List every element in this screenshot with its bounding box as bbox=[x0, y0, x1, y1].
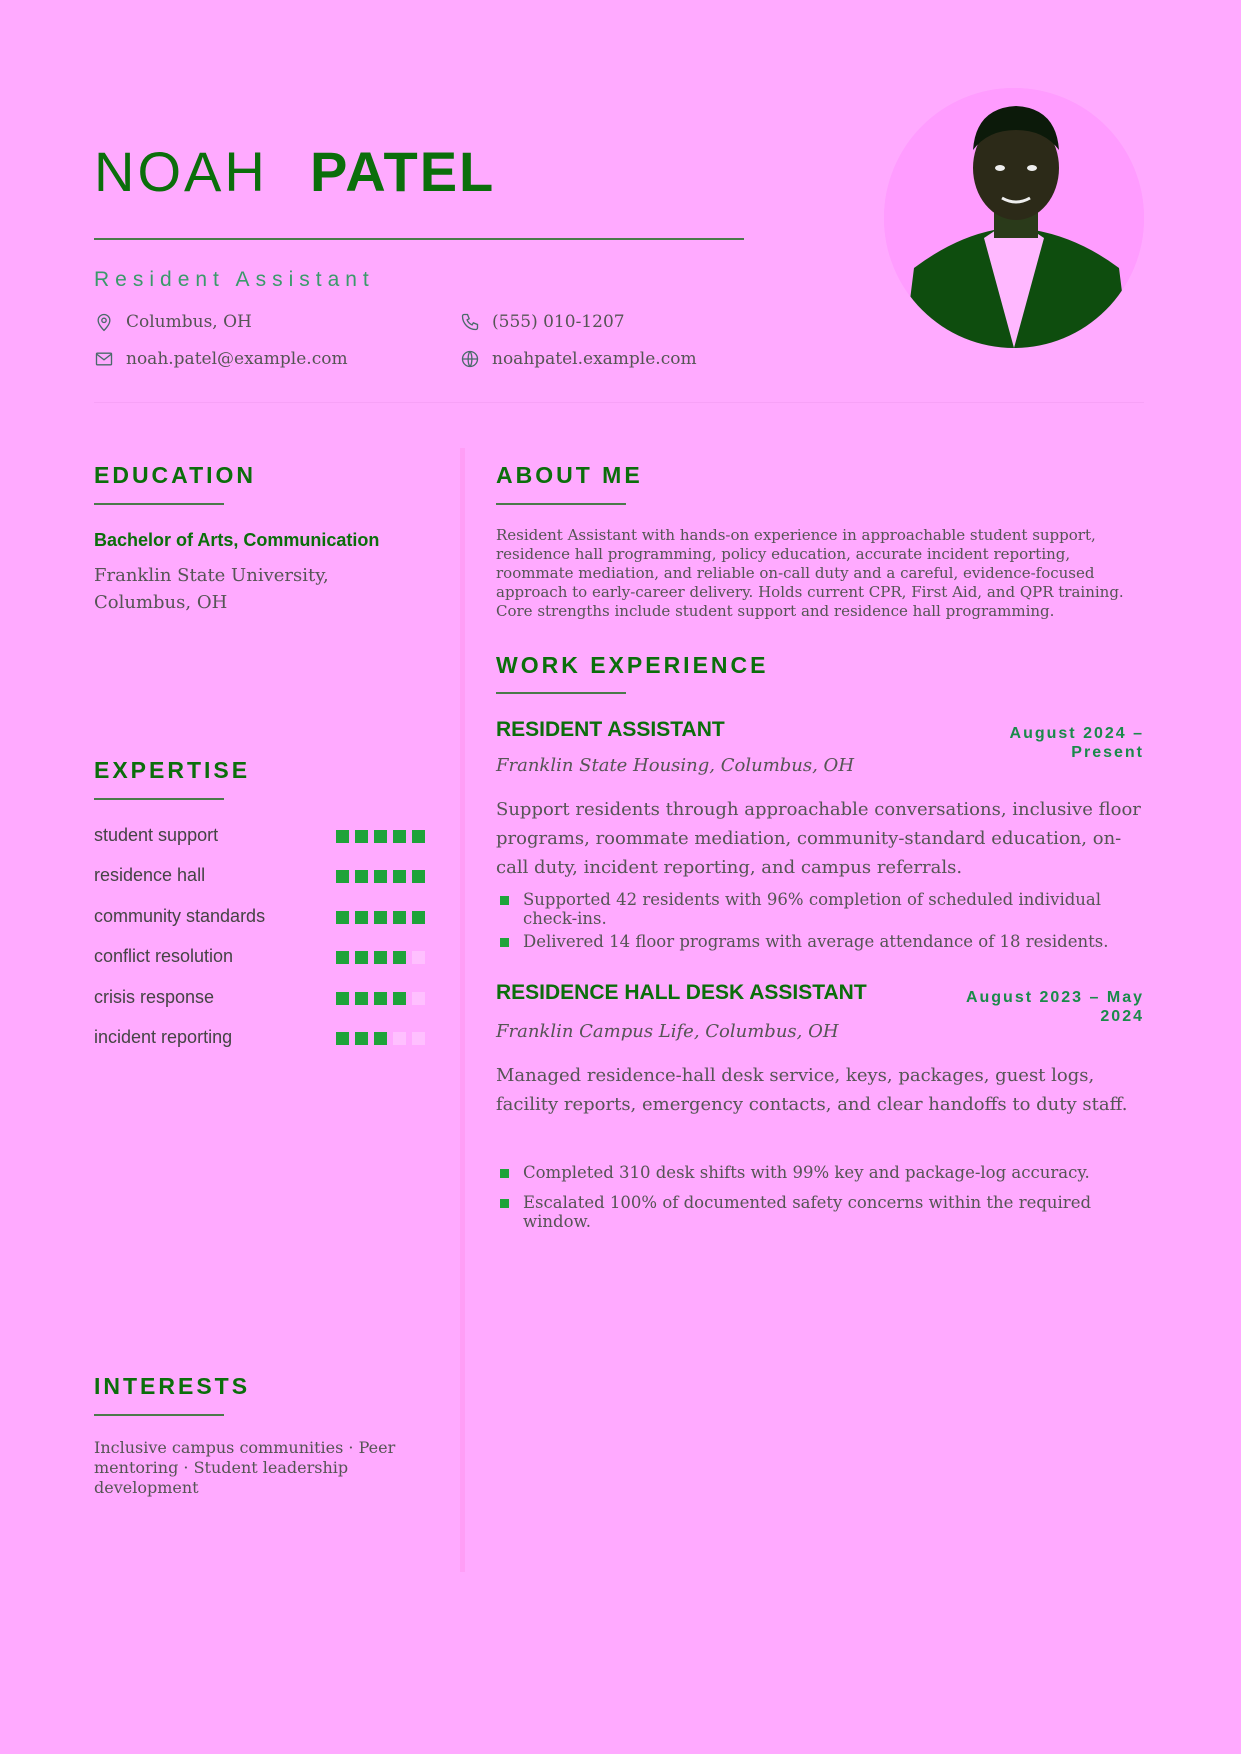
skill-name: community standards bbox=[94, 905, 266, 926]
skill-dot-filled bbox=[374, 951, 387, 964]
skill-level-bar bbox=[336, 951, 425, 964]
education-degree: Bachelor of Arts, Communication bbox=[94, 530, 380, 550]
phone-text[interactable]: (555) 010-1207 bbox=[492, 312, 625, 332]
job-2-bullet bbox=[500, 1193, 1150, 1231]
education-school: Franklin State University, Columbus, OH bbox=[94, 565, 329, 613]
mail-icon bbox=[94, 349, 114, 369]
job-1-bullet bbox=[500, 890, 1150, 928]
about-heading: ABOUT ME bbox=[496, 462, 643, 488]
skill-dot-filled bbox=[355, 951, 368, 964]
expertise-rule bbox=[94, 798, 224, 800]
interests-heading: INTERESTS bbox=[94, 1373, 251, 1399]
skill-dot-empty bbox=[412, 1032, 425, 1045]
skill-dot-filled bbox=[355, 1032, 368, 1045]
interests-text: Inclusive campus communities · Peer mentoring · Student leadership development bbox=[94, 1438, 396, 1497]
header-rule bbox=[94, 238, 744, 240]
job-2-title: RESIDENCE HALL DESK ASSISTANT bbox=[496, 981, 867, 1004]
skill-dot-filled bbox=[336, 911, 349, 924]
job-title: Resident Assistant bbox=[94, 268, 375, 291]
job-1-date: August 2024 – Present bbox=[1009, 725, 1144, 761]
job-1-title: RESIDENT ASSISTANT bbox=[496, 718, 725, 741]
about-rule bbox=[496, 503, 626, 505]
email-link[interactable]: noah.patel@example.com bbox=[126, 349, 348, 369]
skill-dot-filled bbox=[374, 1032, 387, 1045]
job-2-date: August 2023 – May 2024 bbox=[965, 989, 1144, 1025]
skill-dot-filled bbox=[336, 870, 349, 883]
skill-level-bar bbox=[336, 992, 425, 1005]
work-heading: WORK EXPERIENCE bbox=[496, 652, 769, 678]
skill-dot-filled bbox=[393, 992, 406, 1005]
bullet-square-icon bbox=[500, 896, 509, 905]
bullet-square-icon bbox=[500, 1199, 509, 1208]
skill-name: incident reporting bbox=[94, 1027, 233, 1047]
bullet-text: Completed 310 desk shifts with 99% key and package-log accuracy. bbox=[523, 1163, 1090, 1182]
work-rule bbox=[496, 692, 626, 694]
job-2-org: Franklin Campus Life, Columbus, OH bbox=[496, 1021, 839, 1042]
skill-dot-filled bbox=[355, 992, 368, 1005]
skill-name: residence hall bbox=[94, 865, 206, 886]
skill-dot-filled bbox=[355, 911, 368, 924]
skill-level-bar bbox=[336, 870, 425, 883]
avatar-icon bbox=[884, 88, 1144, 348]
skill-dot-filled bbox=[393, 951, 406, 964]
website-link[interactable]: noahpatel.example.com bbox=[492, 349, 697, 369]
interests-rule bbox=[94, 1414, 224, 1416]
column-divider bbox=[460, 448, 465, 1572]
education-rule bbox=[94, 503, 224, 505]
about-text: Resident Assistant with hands-on experience in approachable student support, residence hall programming, policy education, accurate incident reporting, roommate mediation, and reliable on-call duty and a careful, evidence-focused approach to early-career delivery. Holds current CPR, First Aid, and QPR training. Core strengths include student support and residence hall programming. bbox=[496, 526, 1124, 620]
first-name: NOAH bbox=[94, 140, 268, 203]
bullet-text: Escalated 100% of documented safety concerns within the required window. bbox=[523, 1193, 1092, 1231]
skill-dot-filled bbox=[374, 830, 387, 843]
skill-dot-filled bbox=[336, 1032, 349, 1045]
skill-name: conflict resolution bbox=[94, 946, 234, 967]
last-name: PATEL bbox=[310, 140, 496, 203]
skill-dot-filled bbox=[374, 870, 387, 883]
job-1-bullet bbox=[500, 932, 1150, 951]
skill-dot-filled bbox=[393, 911, 406, 924]
bullet-square-icon bbox=[500, 938, 509, 947]
skill-level-bar bbox=[336, 911, 425, 924]
skill-dot-empty bbox=[412, 992, 425, 1005]
skill-dot-filled bbox=[336, 951, 349, 964]
skill-dot-filled bbox=[336, 830, 349, 843]
contact-email bbox=[94, 349, 348, 369]
bullet-text: Delivered 14 floor programs with average attendance of 18 residents. bbox=[523, 932, 1109, 951]
skill-dot-filled bbox=[374, 911, 387, 924]
skill-name: student support bbox=[94, 825, 219, 845]
job-2-bullet bbox=[500, 1163, 1150, 1182]
skill-dot-filled bbox=[393, 830, 406, 843]
skill-dot-filled bbox=[374, 992, 387, 1005]
job-2-description: Managed residence-hall desk service, keys, packages, guest logs, facility reports, emergency contacts, and clear handoffs to duty staff. bbox=[496, 1065, 1128, 1115]
skill-dot-filled bbox=[393, 870, 406, 883]
header-separator bbox=[94, 402, 1144, 403]
job-1-description: Support residents through approachable conversations, inclusive floor programs, roommate mediation, community-standard education, on-call duty, incident reporting, and campus referrals. bbox=[496, 799, 1141, 878]
contact-phone bbox=[460, 312, 625, 332]
skill-dot-filled bbox=[336, 992, 349, 1005]
bullet-square-icon bbox=[500, 1169, 509, 1178]
contact-location bbox=[94, 312, 252, 332]
location-text: Columbus, OH bbox=[126, 312, 252, 332]
skill-dot-filled bbox=[412, 830, 425, 843]
profile-photo bbox=[884, 88, 1144, 348]
location-pin-icon bbox=[94, 312, 114, 332]
education-heading: EDUCATION bbox=[94, 462, 257, 488]
skill-dot-filled bbox=[355, 830, 368, 843]
skill-level-bar bbox=[336, 830, 425, 843]
job-1-org: Franklin State Housing, Columbus, OH bbox=[496, 755, 855, 776]
bullet-text: Supported 42 residents with 96% completion of scheduled individual check-ins. bbox=[523, 890, 1102, 928]
globe-icon bbox=[460, 349, 480, 369]
skill-dot-filled bbox=[412, 870, 425, 883]
contact-website bbox=[460, 349, 697, 369]
skill-dot-empty bbox=[412, 951, 425, 964]
expertise-heading: EXPERTISE bbox=[94, 757, 251, 783]
skill-name: crisis response bbox=[94, 986, 215, 1007]
phone-icon bbox=[460, 312, 480, 332]
skill-dot-filled bbox=[355, 870, 368, 883]
skill-level-bar bbox=[336, 1032, 425, 1045]
skill-dot-empty bbox=[393, 1032, 406, 1045]
skill-dot-filled bbox=[412, 911, 425, 924]
